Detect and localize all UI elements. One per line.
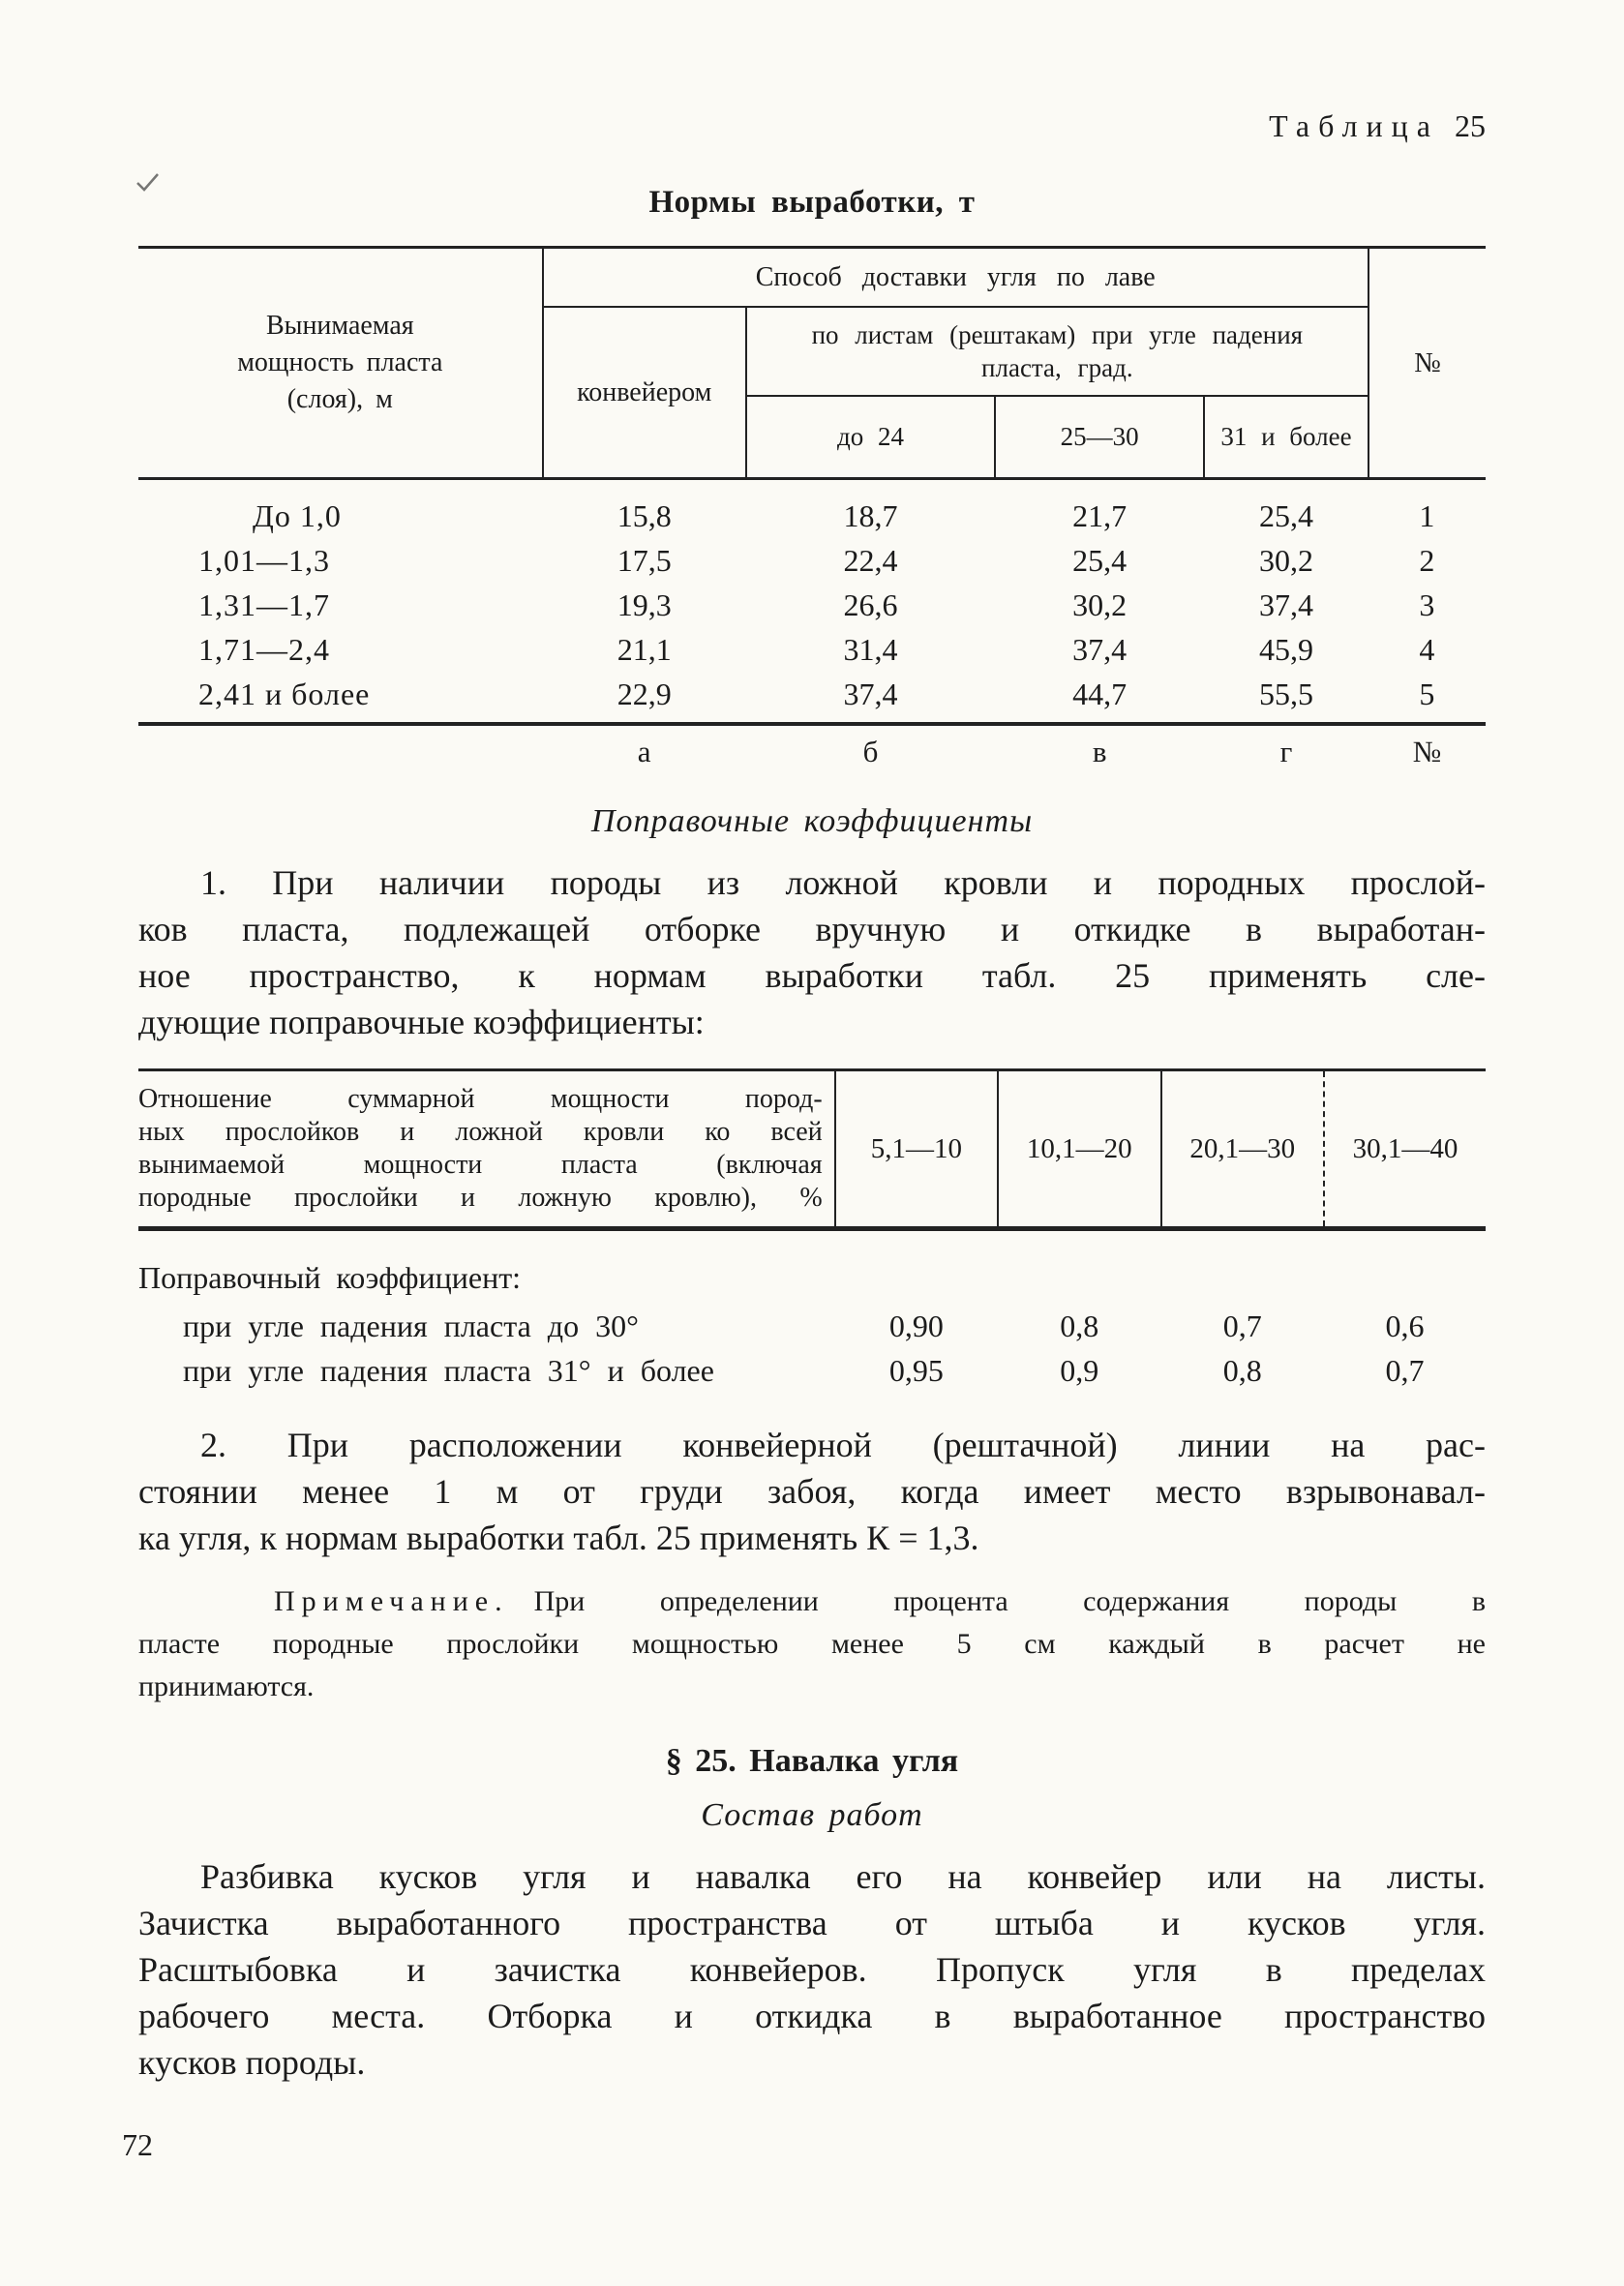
paragraph-2	[138, 1422, 1486, 1561]
cell: 0,6	[1385, 1308, 1425, 1343]
text-line: мощность пласта	[237, 347, 443, 377]
table-caption-word: Таблица	[1269, 108, 1439, 143]
cell: 1,71—2,4	[198, 632, 330, 667]
text-line: 2. При расположении конвейерной (рештачной) линии на рас-	[200, 1426, 1486, 1464]
cell: 45,9	[1258, 632, 1313, 667]
text-line: рабочего места. Отборка и откидка в выработанное пространство	[138, 1997, 1486, 2035]
cell: 1,31—1,7	[198, 587, 330, 622]
cell: 25,4	[1072, 543, 1128, 578]
cell: 0,95	[888, 1353, 944, 1388]
cell: в	[1092, 735, 1107, 768]
text-line: Вынимаемая	[265, 311, 414, 341]
cell: а	[637, 735, 651, 768]
table-row	[138, 672, 1486, 724]
header-conveyor: конвейером	[543, 307, 746, 479]
table-row	[138, 1304, 1486, 1348]
coefficient-label: Поправочный коэффициент:	[138, 1260, 522, 1295]
cell: 5	[1419, 677, 1435, 711]
coefficient-ranges-table	[138, 1068, 1486, 1231]
cell: б	[862, 735, 879, 768]
cell: при угле падения пласта 31° и более	[183, 1353, 714, 1388]
cell: 0,90	[888, 1308, 944, 1343]
text-line: вынимаемой мощности пласта (включая	[138, 1150, 823, 1180]
note-text: При определении процента содержания породы в	[533, 1585, 1486, 1617]
norms-table-body	[138, 479, 1486, 725]
column-letters-row	[138, 724, 1486, 774]
cell: 15,8	[617, 498, 672, 533]
text-line: Зачистка выработанного пространства от штыба и кусков угля.	[138, 1904, 1486, 1942]
header-sheets-angle	[746, 307, 1368, 396]
text-line: кусков породы.	[138, 2043, 366, 2082]
cell: 3	[1419, 587, 1435, 622]
cell: 0,7	[1385, 1353, 1425, 1388]
text-line: пласте породные прослойки мощностью менее 5 см каждый в расчет не	[138, 1628, 1486, 1660]
cell: 25,4	[1258, 498, 1313, 533]
range-cell: 10,1—20	[998, 1070, 1160, 1229]
output-norms-table	[138, 246, 1486, 774]
text-line: пласта, град.	[981, 353, 1133, 382]
cell: 0,8	[1060, 1308, 1099, 1343]
cell: 26,6	[843, 587, 898, 622]
header-angle-31-plus: 31 и более	[1220, 422, 1352, 451]
text-line: дующие поправочные коэффициенты:	[138, 1003, 705, 1041]
norms-table-footer	[138, 724, 1486, 774]
text-line: ков пласта, подлежащей отборке вручную и откидке в выработан-	[138, 910, 1486, 948]
cell: 30,2	[1258, 543, 1313, 578]
cell: 1	[1419, 498, 1435, 533]
cell: 19,3	[617, 587, 672, 622]
table-row	[138, 479, 1486, 539]
text-line: Расштыбовка и зачистка конвейеров. Пропуск угля в пределах	[138, 1950, 1486, 1989]
cell: 1,01—1,3	[198, 543, 330, 578]
cell: 2,41 и более	[198, 677, 371, 711]
text-line: принимаются.	[138, 1670, 315, 1702]
cell: 2	[1419, 543, 1435, 578]
header-angle-upto-24: до 24	[746, 396, 996, 479]
cell: 18,7	[843, 498, 898, 533]
table-row	[138, 627, 1486, 672]
cell: 21,1	[617, 632, 672, 667]
cell: 4	[1419, 632, 1435, 667]
table-row	[138, 583, 1486, 627]
cell: 0,8	[1222, 1353, 1262, 1388]
text-line: (слоя), м	[286, 384, 393, 414]
table-title: Нормы выработки, т	[648, 185, 976, 220]
cell: 37,4	[843, 677, 898, 711]
norms-table-header	[138, 248, 1486, 479]
text-line	[138, 1580, 1486, 1623]
cell: До 1,0	[253, 498, 342, 533]
note-block	[138, 1580, 1486, 1708]
header-angle-25-30: 25—30	[995, 396, 1204, 479]
text-line: породные прослойки и ложную кровлю), %	[138, 1183, 823, 1213]
header-seam-thickness	[138, 248, 543, 479]
page-number: 72	[122, 2127, 153, 2162]
header-number-column: №	[1368, 248, 1486, 479]
text-line: по листам (рештакам) при угле падения	[811, 320, 1304, 349]
cell: 37,4	[1258, 587, 1313, 622]
cell: 0,7	[1222, 1308, 1262, 1343]
text-line: ных прослойков и ложной кровли ко всей	[138, 1117, 823, 1147]
header-delivery-method: Способ доставки угля по лаве	[543, 248, 1368, 308]
cell: 30,2	[1072, 587, 1128, 622]
correction-coefficients-heading: Поправочные коэффициенты	[590, 803, 1034, 839]
cell: 31,4	[843, 632, 898, 667]
work-composition-heading: Состав работ	[701, 1797, 923, 1833]
text-line: ка угля, к нормам выработки табл. 25 применять К = 1,3.	[138, 1519, 979, 1557]
cell: 22,4	[843, 543, 898, 578]
note-label: Примечание.	[274, 1585, 509, 1617]
text-line: 1. При наличии породы из ложной кровли и породных прослой-	[200, 863, 1486, 902]
cell: 17,5	[617, 543, 672, 578]
text-line: Отношение суммарной мощности пород-	[138, 1084, 823, 1114]
cell: г	[1279, 735, 1293, 768]
paragraph-1	[138, 859, 1486, 1045]
text-line: стоянии менее 1 м от груди забоя, когда имеет место взрывонавал-	[138, 1472, 1486, 1511]
cell: 55,5	[1258, 677, 1313, 711]
text-line: ное пространство, к нормам выработки табл. 25 применять сле-	[138, 956, 1486, 995]
header-row	[138, 248, 1486, 308]
range-cell: 5,1—10	[835, 1070, 998, 1229]
table-row	[138, 1070, 1486, 1229]
ratio-description-cell	[138, 1070, 835, 1229]
paragraph-3	[138, 1853, 1486, 2086]
cell: 37,4	[1072, 632, 1128, 667]
text-line: Разбивка кусков угля и навалка его на конвейер или на листы.	[200, 1857, 1486, 1896]
cell: №	[1412, 735, 1442, 768]
table-row	[138, 538, 1486, 583]
table-row	[138, 1348, 1486, 1393]
cell: 44,7	[1072, 677, 1128, 711]
scan-artifact-mark	[135, 172, 161, 194]
range-cell: 20,1—30	[1161, 1070, 1324, 1229]
cell	[138, 724, 543, 774]
section-25-heading: § 25. Навалка угля	[665, 1743, 959, 1779]
table-caption	[138, 108, 1486, 144]
cell: 21,7	[1072, 498, 1128, 533]
coefficient-values-table	[138, 1304, 1486, 1393]
cell: 0,9	[1060, 1353, 1099, 1388]
cell: 22,9	[617, 677, 672, 711]
range-cell: 30,1—40	[1324, 1070, 1486, 1229]
table-caption-number: 25	[1455, 108, 1486, 143]
cell: при угле падения пласта до 30°	[183, 1308, 639, 1343]
